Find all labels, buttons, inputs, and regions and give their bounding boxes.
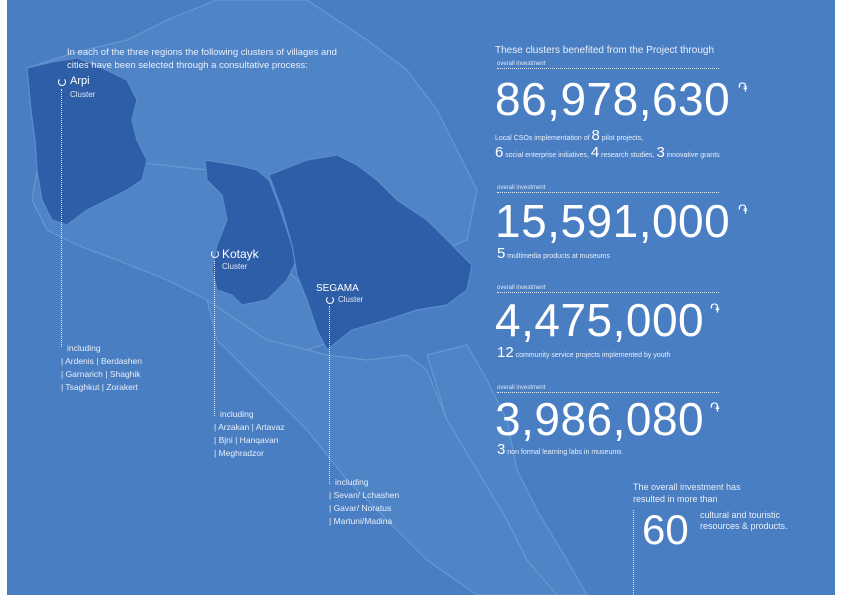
investment-amount-1: 86,978,630: [495, 73, 731, 125]
arpi-marker-icon: [58, 78, 66, 86]
segama-cluster-sub: Cluster: [338, 295, 364, 304]
investment-amount-3: 4,475,000: [495, 294, 705, 346]
arpi-cluster-sub: Cluster: [70, 90, 96, 99]
segama-cluster-name: SEGAMA: [316, 283, 359, 294]
investment-label-3: overall investment: [497, 285, 546, 291]
investment-divider-1: [497, 68, 719, 69]
dram-currency-icon: ֏: [710, 301, 720, 316]
investment-detail-1a: Local CSOs implementation of 8 pilot projects,: [495, 127, 644, 144]
arpi-cluster-name: Arpi: [70, 75, 90, 87]
kotayk-cluster-sub: Cluster: [222, 262, 248, 271]
investment-label-4: overall investment: [497, 385, 546, 391]
investment-detail-4: 3 non formal learning labs in museums: [497, 441, 622, 458]
investment-detail-1b: 6 social enterprise initiatives, 4 research studies, 3 innovative grants: [495, 144, 720, 161]
investment-amount-2: 15,591,000: [495, 195, 731, 247]
benefits-heading: These clusters benefited from the Project through: [495, 45, 715, 56]
investment-detail-3: 12 community service projects implemented by youth: [497, 344, 671, 361]
intro-text: In each of the three regions the following clusters of villages and cities have been selected through a consultative process:: [67, 47, 337, 71]
investment-divider-2: [497, 192, 719, 193]
segama-including: including | Sevan/ Lchashen | Gavar/ Noratus | Martuni/Madina: [329, 477, 400, 526]
summary-text: The overall investment has resulted in more than: [633, 482, 741, 504]
kotayk-marker-icon: [211, 250, 219, 258]
dram-currency-icon: ֏: [710, 400, 720, 415]
arpi-including: including | Ardenis | Berdashen | Garnarich | Shaghik | Tsaghkut | Zorakert: [61, 343, 142, 392]
investment-divider-3: [497, 292, 719, 293]
investment-label-1: overall investment: [497, 61, 546, 67]
summary-number: 60: [642, 506, 689, 553]
arpi-leader-line: [61, 89, 62, 347]
kotayk-including: including | Arzakan | Artavaz | Bjni | Hanqavan | Meghradzor: [214, 409, 285, 458]
summary-leader-line: [633, 510, 634, 595]
investment-detail-2: 5 multimedia products at museums: [497, 245, 610, 262]
investment-label-2: overall investment: [497, 185, 546, 191]
kotayk-leader-line: [214, 261, 215, 416]
dram-currency-icon: ֏: [738, 80, 748, 95]
map-lake: [381, 175, 393, 185]
segama-leader-line: [329, 306, 330, 484]
infographic-page: [7, 0, 835, 595]
segama-marker-icon: [326, 296, 334, 304]
dram-currency-icon: ֏: [738, 202, 748, 217]
kotayk-cluster-name: Kotayk: [222, 247, 259, 261]
investment-amount-4: 3,986,080: [495, 393, 705, 445]
summary-resources: cultural and touristic resources & products.: [700, 510, 788, 531]
